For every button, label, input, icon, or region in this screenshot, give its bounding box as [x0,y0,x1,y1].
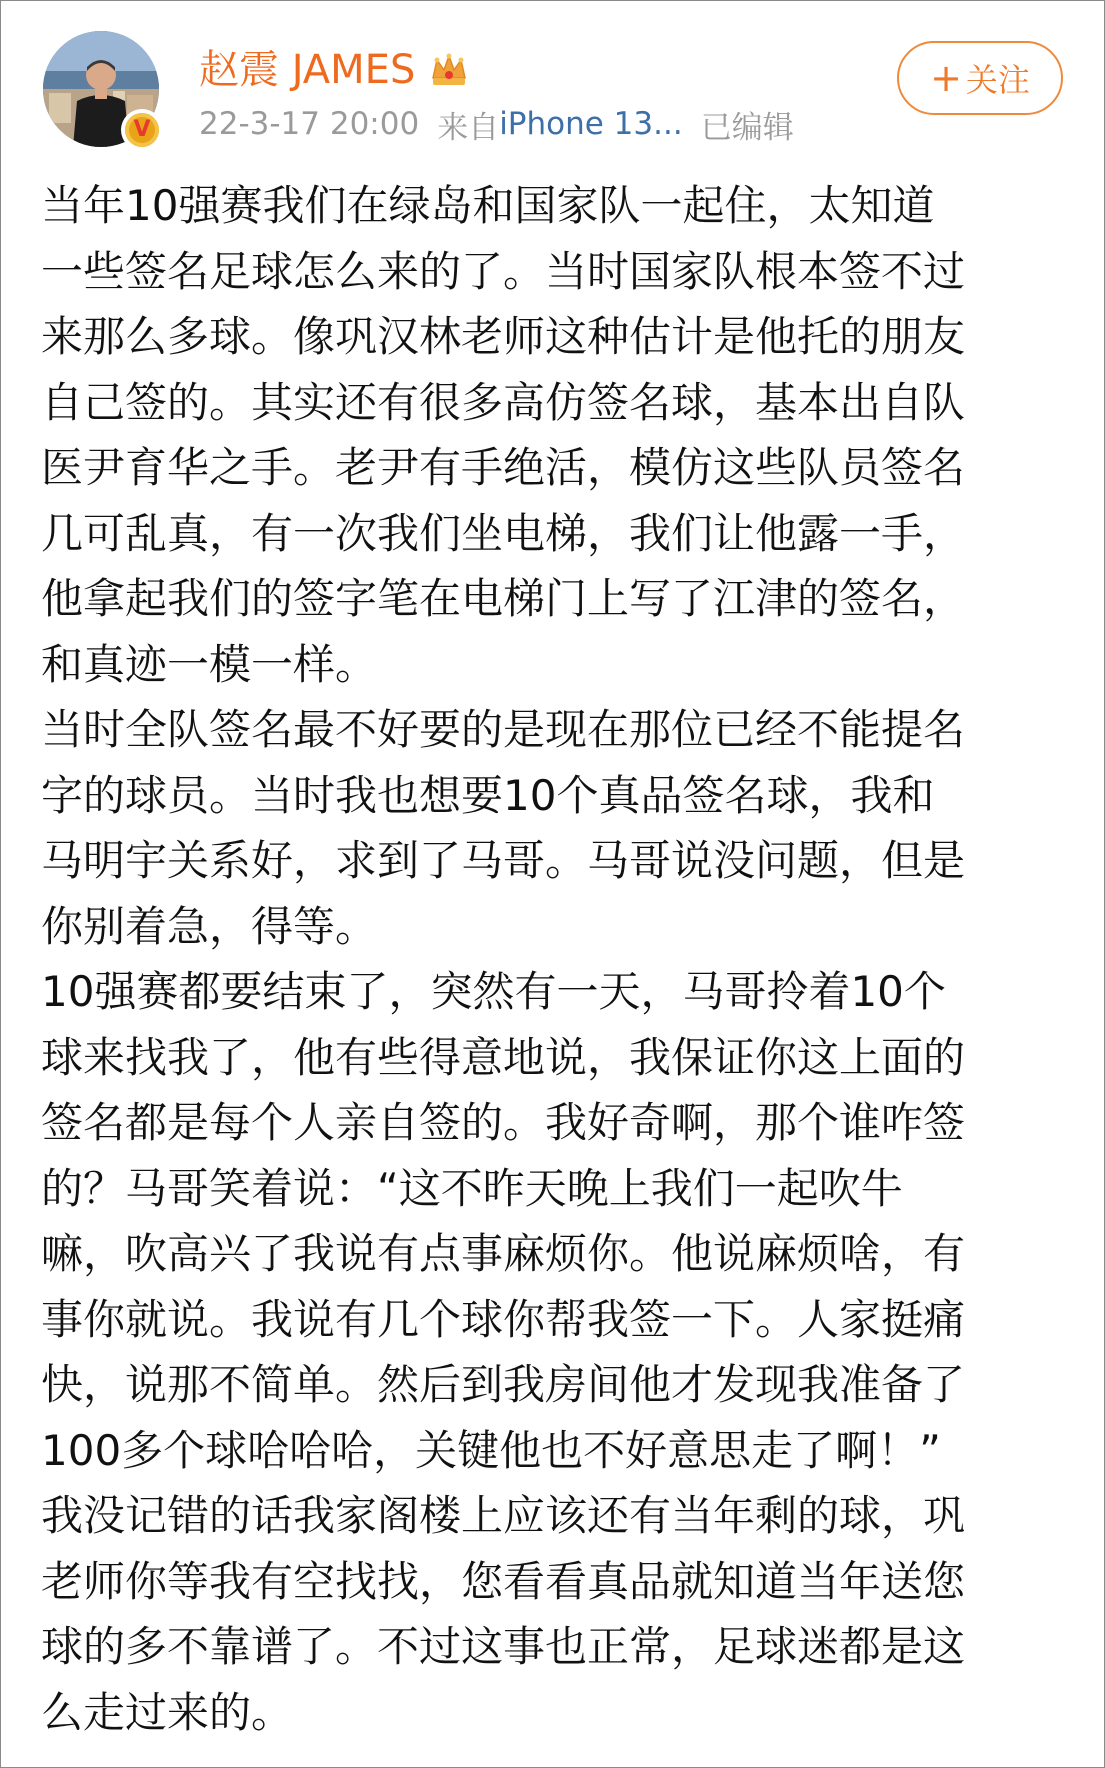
plus-icon: + [930,56,962,100]
post-line: 字的球员。当时我也想要10个真品签名球，我和 [41,770,935,820]
post-line: 一些签名足球怎么来的了。当时国家队根本签不过 [41,246,966,296]
author-name[interactable]: 赵震 JAMES [199,47,416,93]
verified-badge [121,109,163,151]
post-line: 当年10强赛我们在绿岛和国家队一起住，太知道 [41,181,935,230]
post-line: 老师你等我有空找找，您看看真品就知道当年送您 [41,1556,966,1606]
follow-label: 关注 [965,61,1030,99]
post-line: 当时全队签名最不好要的是现在那位已经不能提名 [41,705,966,754]
post-line: 快，说那不简单。然后到我房间他才发现我准备了 [41,1360,966,1409]
post-line: 几可乱真，有一次我们坐电梯，我们让他露一手， [41,508,966,558]
verified-v-icon: V [125,113,159,147]
post-line: 球来找我了，他有些得意地说，我保证你这上面的 [41,1032,966,1082]
source-device-link[interactable]: iPhone 13... [499,106,683,142]
post-line: 100多个球哈哈哈，关键他也不好意思走了啊！” [41,1425,941,1475]
post-line: 的？马哥笑着说：“这不昨天晚上我们一起吹牛 [41,1163,903,1213]
post-header [1,1,1105,161]
post-line: 马明宇关系好，求到了马哥。马哥说没问题，但是 [41,836,966,885]
post-line: 他拿起我们的签字笔在电梯门上写了江津的签名， [41,574,966,623]
post-line: 10强赛都要结束了，突然有一天，马哥拎着10个 [41,967,946,1016]
post-time: 22-3-17 20:00 [199,106,420,142]
post-line: 签名都是每个人亲自签的。我好奇啊，那个谁咋签 [41,1098,966,1147]
crown-icon[interactable] [427,48,471,92]
edited-label[interactable]: 已编辑 [700,109,794,146]
post-body [41,173,1071,1745]
post-line: 和真迹一模一样。 [41,639,378,689]
post-line: 我没记错的话我家阁楼上应该还有当年剩的球，巩 [41,1491,966,1540]
post-line: 嘛，吹高兴了我说有点事麻烦你。他说麻烦啥，有 [41,1229,966,1278]
post-line: 你别着急，得等。 [41,901,378,951]
post-line: 自己签的。其实还有很多高仿签名球，基本出自队 [41,377,966,427]
author-row [199,43,471,97]
follow-button[interactable] [897,41,1063,115]
post-line: 么走过来的。 [41,1687,294,1737]
post-line: 来那么多球。像巩汉林老师这种估计是他托的朋友 [41,312,966,361]
post-line: 事你就说。我说有几个球你帮我签一下。人家挺痛 [41,1294,966,1344]
post-meta [199,101,794,147]
post-line: 球的多不靠谱了。不过这事也正常，足球迷都是这 [41,1622,966,1671]
post-line: 医尹育华之手。老尹有手绝活，模仿这些队员签名 [41,443,966,492]
source-prefix: 来自 [437,109,500,146]
